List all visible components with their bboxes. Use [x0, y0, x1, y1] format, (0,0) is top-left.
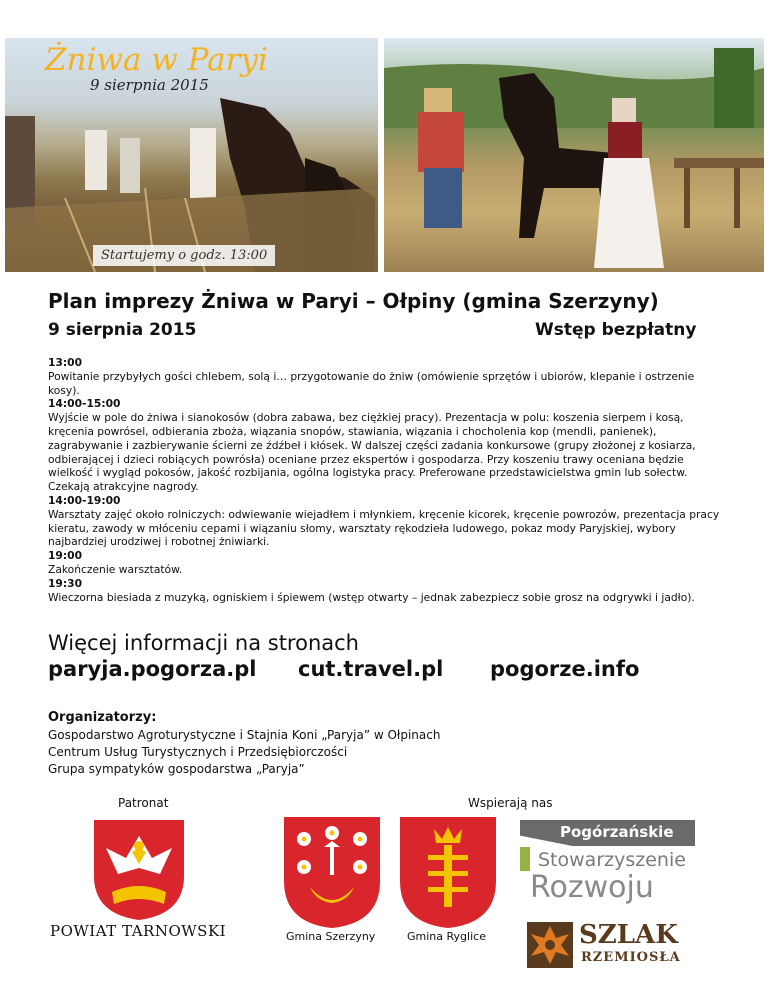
program-text: Wieczorna biesiada z muzyką, ogniskiem i śpiewem (wstęp otwarty – jednak zabezpiecz sobie grosz na odgrywki i jadło). — [48, 590, 695, 604]
hero-photo-left — [5, 38, 378, 272]
gmina-ryglice-crest-icon — [398, 815, 498, 930]
gmina-szerzyny-crest-icon — [282, 815, 382, 930]
program-item — [48, 549, 724, 577]
pogorzanskie-accent — [520, 847, 530, 871]
pogorzanskie-logo — [520, 820, 695, 905]
link-paryja[interactable]: paryja.pogorza.pl — [48, 657, 257, 681]
organizer-item: Centrum Usług Turystycznych i Przedsiębiorczości — [48, 745, 348, 759]
szlak-subtitle: RZEMIOSŁA — [581, 950, 681, 965]
program-time: 19:30 — [48, 576, 83, 590]
program-text: Warsztaty zajęć około rolniczych: odwiewanie wiejadłem i młynkiem, kręcenie kicorek, kręcenie powrozów, prezentacja pracy kieratu, zawody w młóceniu cepami i wiązaniu słomy, warsztaty rękodzieła ludowego, pokaz mody Paryjskiej, wybory najbardziej urodziwej i robotnej żniwiarki. — [48, 507, 720, 549]
program-item — [48, 356, 724, 397]
event-date: 9 sierpnia 2015 — [48, 320, 197, 340]
program-time: 13:00 — [48, 356, 83, 369]
program-time: 14:00-19:00 — [48, 493, 121, 507]
program-time: 19:00 — [48, 549, 83, 563]
powiat-tarnowski-crest-icon — [92, 818, 186, 922]
organizers-list — [48, 727, 440, 778]
entry-info: Wstęp bezpłatny — [535, 320, 697, 340]
hero-start-time: Startujemy o godz. 13:00 — [93, 245, 275, 266]
szlak-flower-icon — [527, 922, 573, 968]
harvest-scene-right — [384, 38, 764, 272]
pogorzanskie-sub: Stowarzyszenie — [538, 849, 686, 871]
hero-title: Żniwa w Paryi — [45, 42, 268, 78]
gmina-szerzyny-label: Gmina Szerzyny — [286, 930, 376, 943]
link-pogorze[interactable]: pogorze.info — [490, 657, 640, 681]
hero-date: 9 sierpnia 2015 — [90, 76, 209, 94]
organizer-item: Grupa sympatyków gospodarstwa „Paryja” — [48, 762, 305, 776]
program-text: Zakończenie warsztatów. — [48, 562, 183, 576]
program-item — [48, 397, 724, 494]
pogorzanskie-name: Pogórzańskie — [560, 823, 674, 841]
szlak-title: SZLAK — [579, 920, 678, 950]
more-info-title: Więcej informacji na stronach — [48, 631, 359, 655]
pogorzanskie-rozwoju: Rozwoju — [530, 870, 654, 905]
program-list — [48, 356, 724, 604]
szlak-rzemiosla-logo — [527, 922, 697, 972]
program-item — [48, 494, 724, 549]
program-text: Powitanie przybyłych gości chlebem, solą i… przygotowanie do żniw (omówienie sprzętów i ubiorów, klepanie i ostrzenie kosy). — [48, 369, 695, 397]
program-time: 14:00-15:00 — [48, 397, 121, 411]
organizer-item: Gospodarstwo Agroturystyczne i Stajnia Koni „Paryja” w Ołpinach — [48, 728, 441, 742]
page-title: Plan imprezy Żniwa w Paryi – Ołpiny (gmina Szerzyny) — [48, 289, 659, 313]
program-item — [48, 577, 724, 605]
organizers-title: Organizatorzy: — [48, 710, 157, 725]
support-label: Wspierają nas — [468, 796, 553, 810]
powiat-name: POWIAT TARNOWSKI — [50, 922, 227, 940]
hero-photo-right — [384, 38, 764, 272]
patronage-label: Patronat — [118, 796, 169, 810]
gmina-ryglice-label: Gmina Ryglice — [407, 930, 486, 943]
link-cut-travel[interactable]: cut.travel.pl — [298, 657, 444, 681]
program-text: Wyjście w pole do żniwa i sianokosów (dobra zabawa, bez ciężkiej pracy). Prezentacja w polu: koszenia sierpem i kosą, kręcenia powrósel, odbierania zboża, wiązania snopów, stawiania, wiązania i chocholenia kop (mendli, panienek), zagrabywanie i zazbierywanie ścierni ze źdźbeł i kłósek. W dalszej części zadania konkursowe (grupy złożonej z kosiarza, odbierającej i dzieci robiących powrósła) oceniane przez ekspertów i gospodarza. Przy koszeniu trawy oceniana będzie wielkość i wygląd pokosów, jakość rozbijania, ogólna logistyka pracy. Preferowane przedstawicielstwa gmin lub sołectw. Czekają atrakcyjne nagrody. — [48, 411, 696, 494]
